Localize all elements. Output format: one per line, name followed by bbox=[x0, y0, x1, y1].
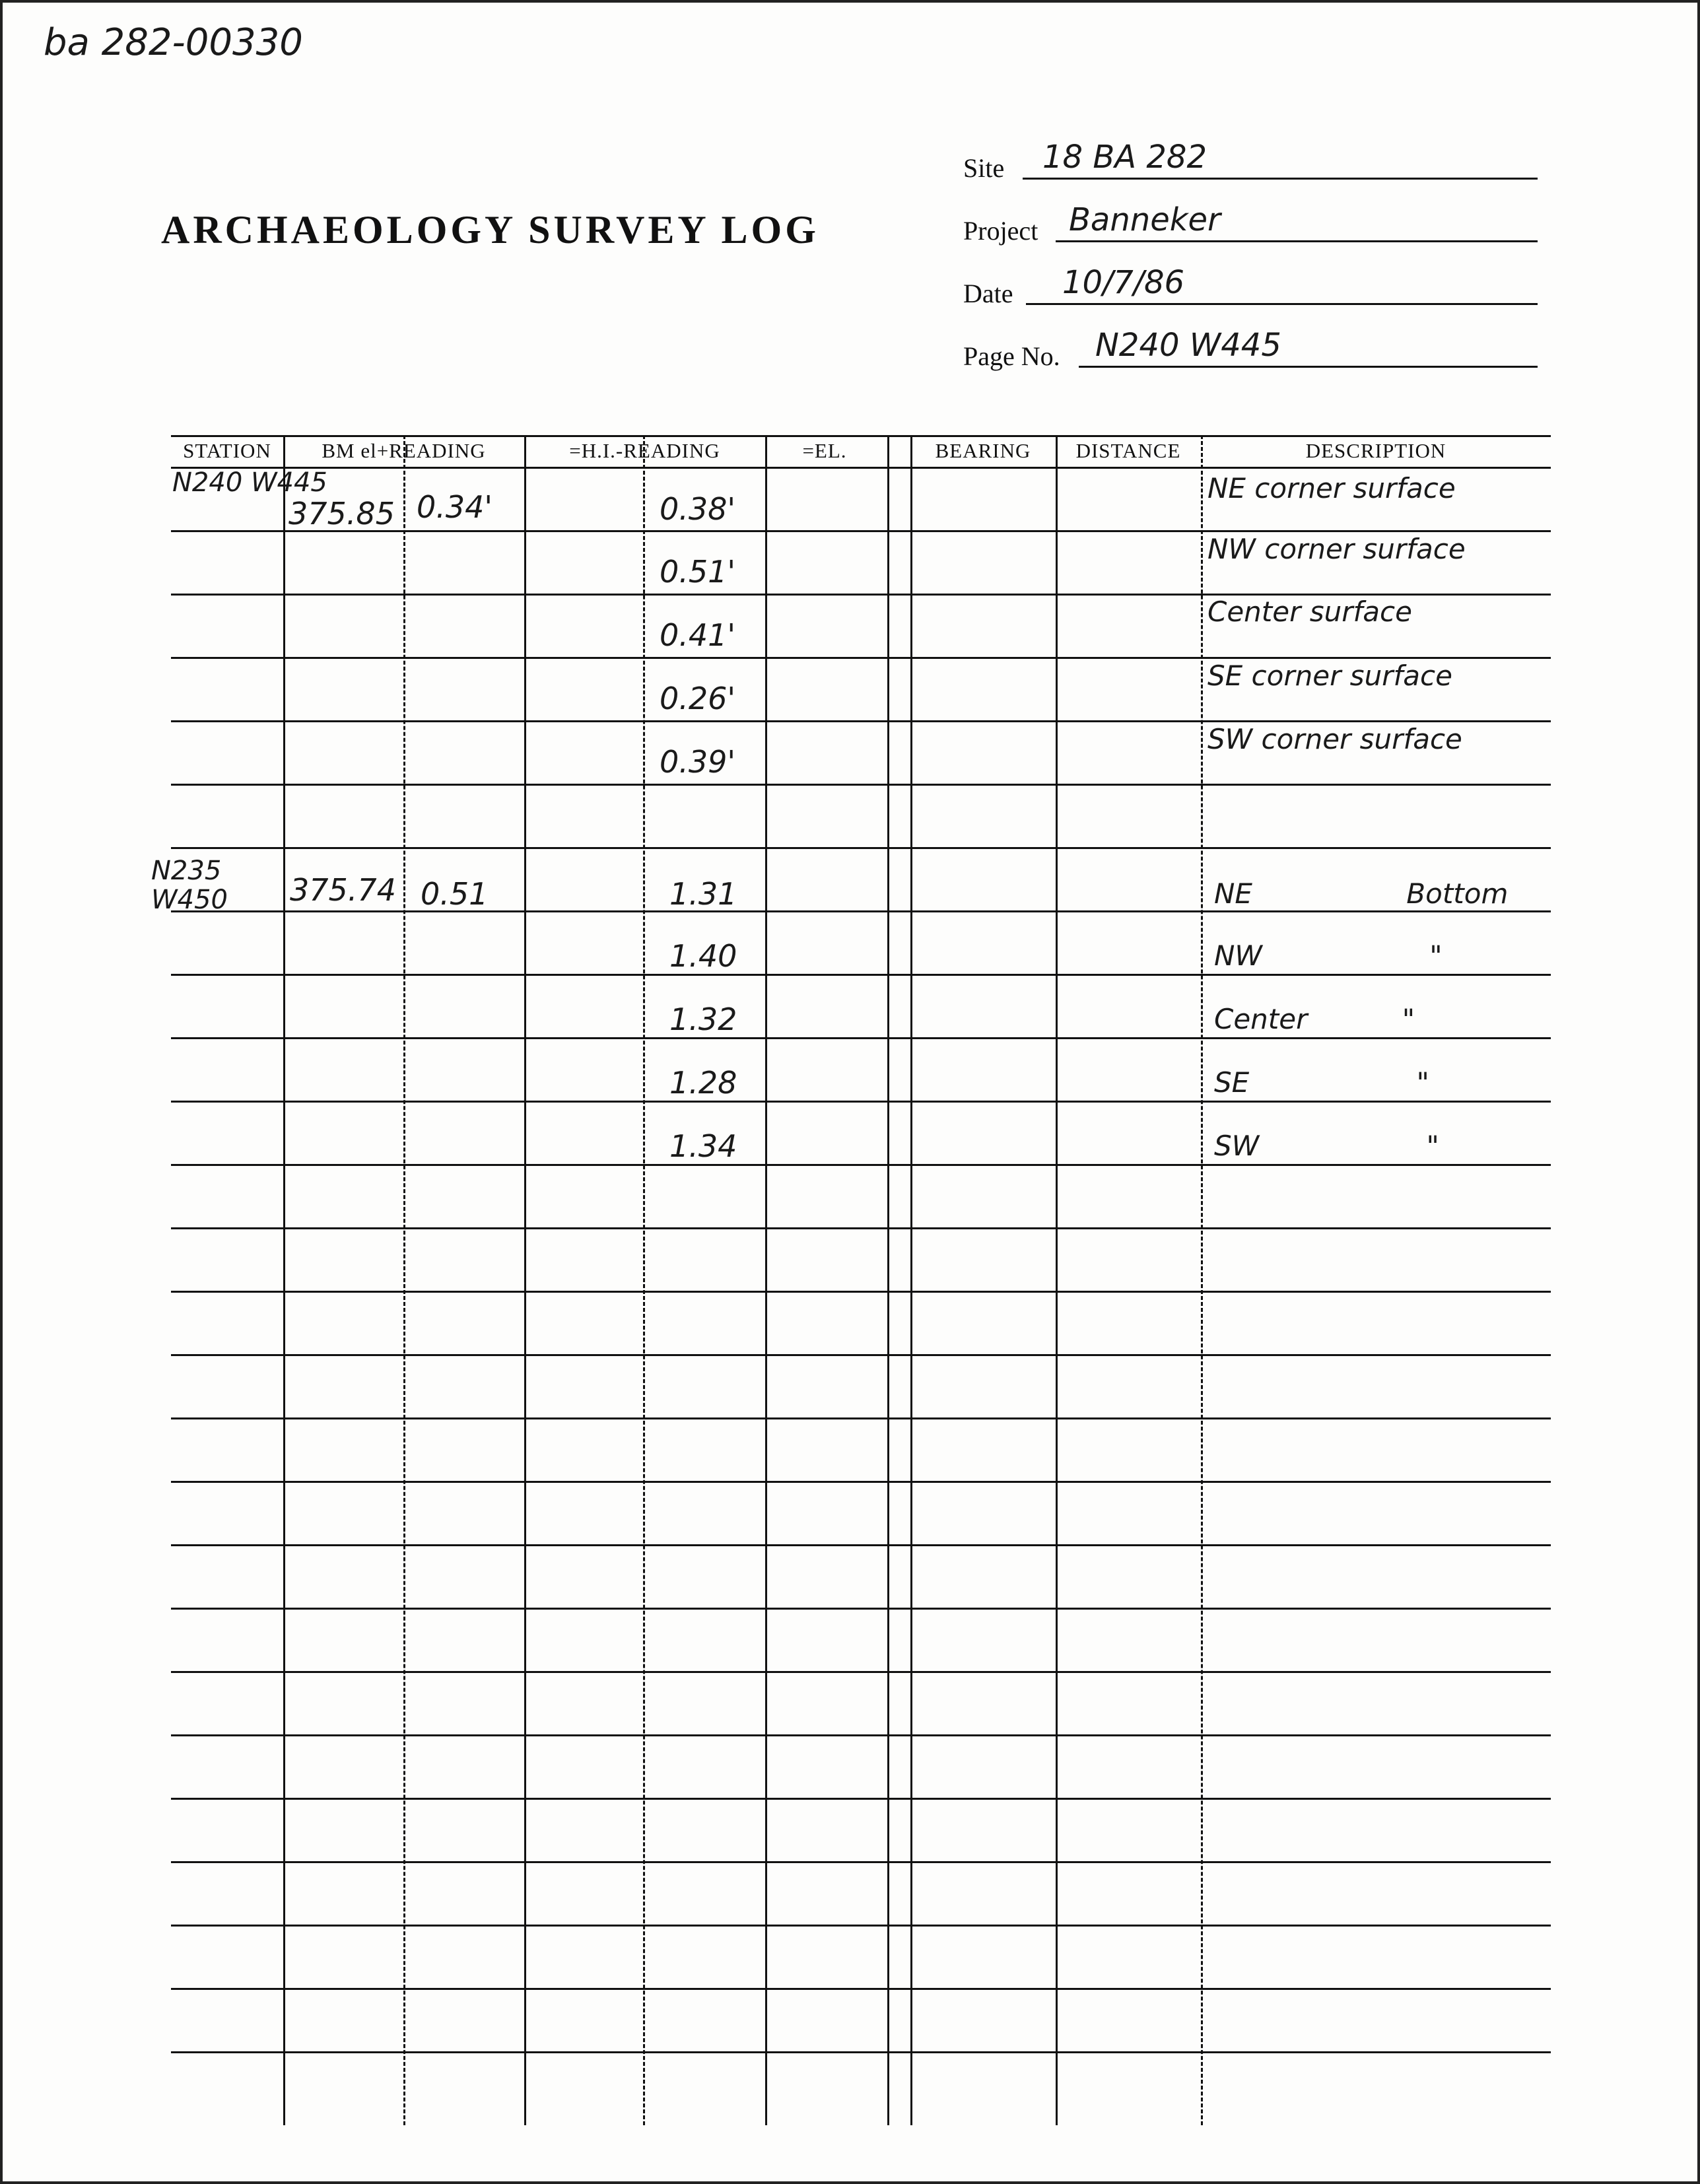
row-7-description: NE Bottom bbox=[1214, 877, 1509, 910]
table-rule bbox=[171, 467, 1551, 469]
site-value: 18 BA 282 bbox=[1042, 139, 1207, 176]
row-7-minus-reading: 1.31 bbox=[669, 876, 737, 912]
project-value: Banneker bbox=[1069, 201, 1221, 238]
row-9-minus-reading: 1.32 bbox=[669, 1002, 737, 1037]
row-2-minus-reading: 0.51' bbox=[660, 554, 736, 590]
date-underline bbox=[1026, 303, 1538, 305]
table-rule bbox=[171, 720, 1551, 722]
page-number-value: N240 W445 bbox=[1095, 327, 1281, 364]
table-rule bbox=[171, 1861, 1551, 1863]
site-field bbox=[963, 141, 1538, 184]
table-rule bbox=[171, 847, 1551, 849]
column-rule bbox=[1056, 435, 1058, 2125]
survey-table bbox=[151, 435, 1551, 2125]
table-rule bbox=[171, 1227, 1551, 1229]
table-rule bbox=[171, 1544, 1551, 1546]
row-7-plus-reading: 0.51 bbox=[421, 876, 489, 912]
row-1-station: N240 W445 bbox=[172, 467, 327, 498]
row-8-description: NW " bbox=[1214, 939, 1443, 972]
table-rule bbox=[171, 910, 1551, 912]
table-rule bbox=[171, 2051, 1551, 2053]
column-rule bbox=[524, 435, 526, 2125]
column-rule bbox=[765, 435, 767, 2125]
table-rule bbox=[171, 1291, 1551, 1293]
column-rule bbox=[403, 435, 405, 2125]
table-rule bbox=[171, 1671, 1551, 1673]
table-rule bbox=[171, 1988, 1551, 1990]
column-header-description: DESCRIPTION bbox=[1305, 439, 1446, 462]
row-3-description: Center surface bbox=[1207, 596, 1412, 628]
date-label: Date bbox=[963, 279, 1013, 308]
project-field bbox=[963, 201, 1538, 246]
page-number-field bbox=[963, 329, 1538, 372]
column-rule bbox=[910, 435, 912, 2125]
table-rule bbox=[171, 1417, 1551, 1419]
row-4-minus-reading: 0.26' bbox=[660, 681, 736, 716]
row-10-description: SE " bbox=[1214, 1066, 1429, 1099]
column-rule bbox=[1201, 435, 1203, 2125]
table-rule bbox=[171, 1164, 1551, 1166]
column-rule bbox=[283, 435, 285, 2125]
row-1-bm-elevation: 375.85 bbox=[289, 496, 395, 531]
column-header-hi-reading: =H.I.-READING bbox=[569, 439, 720, 462]
row-1-description: NE corner surface bbox=[1207, 472, 1456, 504]
row-1-minus-reading: 0.38' bbox=[660, 491, 736, 527]
table-rule bbox=[171, 784, 1551, 786]
project-underline bbox=[1056, 240, 1538, 242]
date-value: 10/7/86 bbox=[1062, 264, 1185, 301]
row-11-description: SW " bbox=[1214, 1130, 1439, 1162]
column-header-distance: DISTANCE bbox=[1075, 439, 1181, 462]
table-rule bbox=[171, 1481, 1551, 1483]
table-rule bbox=[171, 594, 1551, 596]
table-rule bbox=[171, 530, 1551, 532]
row-3-minus-reading: 0.41' bbox=[660, 617, 736, 653]
table-rule bbox=[171, 974, 1551, 976]
column-header-station: STATION bbox=[183, 439, 271, 462]
row-8-minus-reading: 1.40 bbox=[669, 938, 737, 974]
row-1-plus-reading: 0.34' bbox=[417, 489, 493, 525]
row-9-description: Center " bbox=[1214, 1003, 1415, 1035]
column-header-bm-reading: BM el+READING bbox=[322, 439, 486, 462]
column-rule bbox=[887, 435, 889, 2125]
project-label: Project bbox=[963, 216, 1038, 246]
row-2-description: NW corner surface bbox=[1207, 533, 1466, 565]
table-rule bbox=[171, 1608, 1551, 1610]
table-rule bbox=[171, 1734, 1551, 1736]
row-4-description: SE corner surface bbox=[1207, 660, 1452, 692]
site-underline bbox=[1023, 178, 1538, 180]
column-header-elevation: =EL. bbox=[802, 439, 847, 462]
page-title: ARCHAEOLOGY SURVEY LOG bbox=[161, 208, 819, 252]
row-7-station: N235 W450 bbox=[151, 856, 228, 915]
table-rule bbox=[171, 657, 1551, 659]
table-rule bbox=[171, 1925, 1551, 1927]
table-rule bbox=[171, 1037, 1551, 1039]
column-rule bbox=[643, 435, 645, 2125]
row-7-bm-elevation: 375.74 bbox=[290, 872, 396, 908]
table-rule bbox=[171, 1354, 1551, 1356]
row-10-minus-reading: 1.28 bbox=[669, 1065, 737, 1101]
table-rule bbox=[171, 1101, 1551, 1103]
table-rule bbox=[171, 435, 1551, 437]
page-number-underline bbox=[1079, 366, 1538, 368]
document-id: ba 282-00330 bbox=[44, 21, 303, 64]
date-field bbox=[963, 264, 1538, 309]
row-5-minus-reading: 0.39' bbox=[660, 744, 736, 780]
page-number-label: Page No. bbox=[963, 341, 1060, 371]
table-rule bbox=[171, 1798, 1551, 1800]
row-11-minus-reading: 1.34 bbox=[669, 1128, 737, 1164]
column-header-bearing: BEARING bbox=[935, 439, 1031, 462]
row-5-description: SW corner surface bbox=[1207, 723, 1462, 755]
site-label: Site bbox=[963, 153, 1005, 183]
